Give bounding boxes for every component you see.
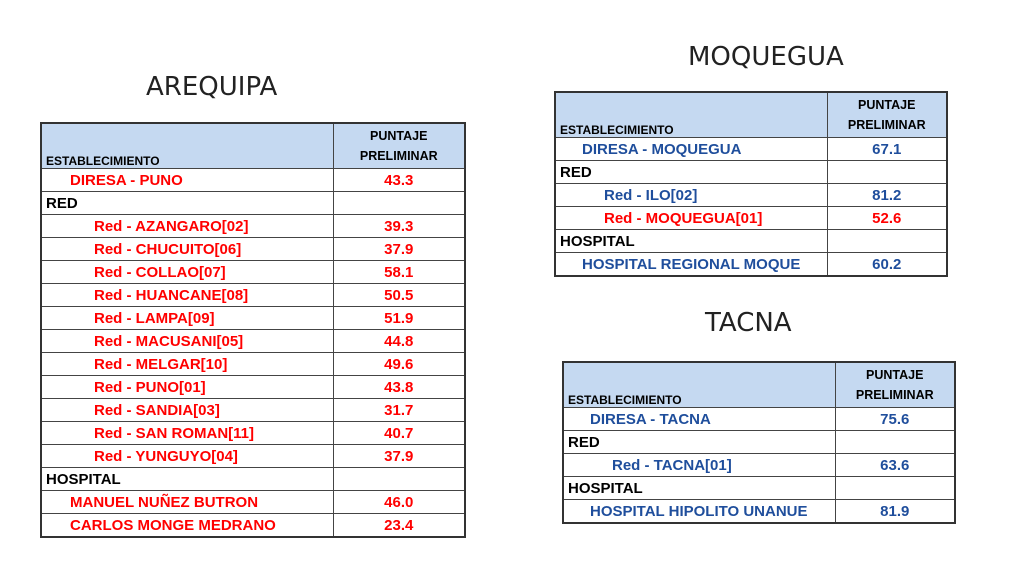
header-puntaje-line2: PRELIMINAR: [847, 118, 926, 132]
row-group-label: RED: [41, 192, 333, 215]
row-group-label: HOSPITAL: [563, 477, 835, 500]
row-value: 43.8: [333, 376, 465, 399]
tacna-table: [562, 361, 956, 524]
table-header: [563, 362, 955, 408]
header-puntaje-line1: PUNTAJE: [866, 368, 924, 382]
row-group-label: HOSPITAL: [555, 230, 827, 253]
row-name: Red - PUNO[01]: [41, 376, 333, 399]
row-name: Red - MACUSANI[05]: [41, 330, 333, 353]
table-row: [41, 514, 465, 538]
row-value: 39.3: [333, 215, 465, 238]
row-value: 23.4: [333, 514, 465, 538]
row-name: Red - AZANGARO[02]: [41, 215, 333, 238]
table-row: [563, 500, 955, 524]
row-name: HOSPITAL HIPOLITO UNANUE: [563, 500, 835, 524]
row-value: 81.9: [835, 500, 955, 524]
row-name: Red - TACNA[01]: [563, 454, 835, 477]
table-row: [555, 253, 947, 277]
header-establecimiento: ESTABLECIMIENTO: [555, 92, 827, 138]
header-puntaje-line1: PUNTAJE: [370, 129, 428, 143]
row-value: [835, 477, 955, 500]
row-name: Red - MELGAR[10]: [41, 353, 333, 376]
header-puntaje: [333, 123, 465, 169]
header-puntaje: [827, 92, 947, 138]
row-name: CARLOS MONGE MEDRANO: [41, 514, 333, 538]
table-row: [41, 445, 465, 468]
row-name: Red - CHUCUITO[06]: [41, 238, 333, 261]
row-group-label: HOSPITAL: [41, 468, 333, 491]
row-name: Red - YUNGUYO[04]: [41, 445, 333, 468]
row-name: Red - MOQUEGUA[01]: [555, 207, 827, 230]
table-header: [41, 123, 465, 169]
table-row: [563, 454, 955, 477]
table-row: [41, 330, 465, 353]
row-value: 43.3: [333, 169, 465, 192]
table-row: [41, 353, 465, 376]
table-row: [41, 169, 465, 192]
moquegua-title: MOQUEGUA: [688, 42, 844, 72]
row-value: 60.2: [827, 253, 947, 277]
tacna-title: TACNA: [705, 308, 792, 338]
table-row: [41, 284, 465, 307]
table-row: [41, 238, 465, 261]
row-name: Red - HUANCANE[08]: [41, 284, 333, 307]
table-row: [41, 192, 465, 215]
row-name: Red - COLLAO[07]: [41, 261, 333, 284]
table-row: [563, 477, 955, 500]
row-value: [827, 230, 947, 253]
table-row: [563, 408, 955, 431]
row-name: Red - SANDIA[03]: [41, 399, 333, 422]
table-row: [563, 431, 955, 454]
row-value: 75.6: [835, 408, 955, 431]
row-value: 40.7: [333, 422, 465, 445]
table-row: [41, 215, 465, 238]
row-name: Red - LAMPA[09]: [41, 307, 333, 330]
table-row: [41, 307, 465, 330]
table-row: [41, 491, 465, 514]
table-row: [555, 184, 947, 207]
row-value: [333, 468, 465, 491]
header-establecimiento: ESTABLECIMIENTO: [41, 123, 333, 169]
table-row: [41, 468, 465, 491]
row-value: 81.2: [827, 184, 947, 207]
row-value: 63.6: [835, 454, 955, 477]
table-row: [555, 138, 947, 161]
row-value: 67.1: [827, 138, 947, 161]
row-value: 50.5: [333, 284, 465, 307]
moquegua-table: [554, 91, 948, 277]
row-value: 46.0: [333, 491, 465, 514]
row-value: 37.9: [333, 445, 465, 468]
row-value: 37.9: [333, 238, 465, 261]
row-value: [827, 161, 947, 184]
table-row: [41, 261, 465, 284]
row-name: Red - ILO[02]: [555, 184, 827, 207]
row-name: DIRESA - PUNO: [41, 169, 333, 192]
arequipa-title: AREQUIPA: [146, 72, 278, 102]
table-row: [555, 161, 947, 184]
row-value: 58.1: [333, 261, 465, 284]
header-puntaje: [835, 362, 955, 408]
table-row: [555, 230, 947, 253]
row-name: MANUEL NUÑEZ BUTRON: [41, 491, 333, 514]
row-value: [835, 431, 955, 454]
row-value: 31.7: [333, 399, 465, 422]
row-group-label: RED: [563, 431, 835, 454]
row-name: DIRESA - TACNA: [563, 408, 835, 431]
header-puntaje-line2: PRELIMINAR: [359, 149, 438, 163]
table-header: [555, 92, 947, 138]
row-value: 44.8: [333, 330, 465, 353]
row-value: 52.6: [827, 207, 947, 230]
row-value: 51.9: [333, 307, 465, 330]
table-row: [555, 207, 947, 230]
header-puntaje-line1: PUNTAJE: [858, 98, 916, 112]
table-row: [41, 376, 465, 399]
row-name: DIRESA - MOQUEGUA: [555, 138, 827, 161]
row-name: HOSPITAL REGIONAL MOQUE: [555, 253, 827, 277]
row-value: 49.6: [333, 353, 465, 376]
table-row: [41, 422, 465, 445]
header-establecimiento: ESTABLECIMIENTO: [563, 362, 835, 408]
row-value: [333, 192, 465, 215]
arequipa-table: [40, 122, 466, 538]
header-puntaje-line2: PRELIMINAR: [855, 388, 934, 402]
row-group-label: RED: [555, 161, 827, 184]
table-row: [41, 399, 465, 422]
row-name: Red - SAN ROMAN[11]: [41, 422, 333, 445]
